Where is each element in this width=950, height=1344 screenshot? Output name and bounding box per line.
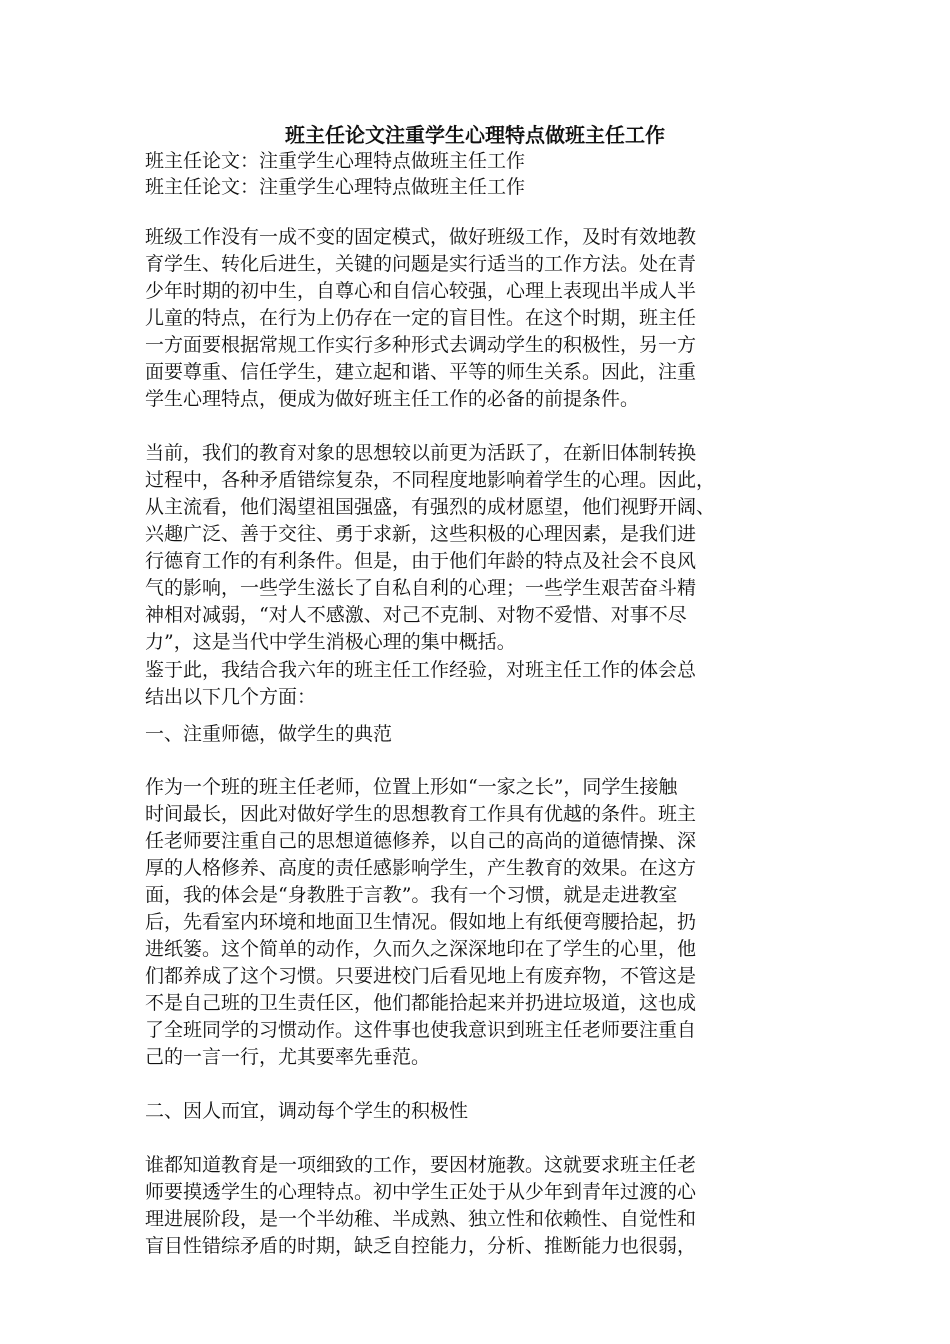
paragraph-line: 当前，我们的教育对象的思想较以前更为活跃了，在新旧体制转换 [145, 442, 697, 464]
paragraph-line: 班级工作没有一成不变的固定模式，做好班级工作，及时有效地教 [145, 226, 697, 248]
paragraph-line: 力”，这是当代中学生消极心理的集中概括。 [145, 631, 516, 653]
paragraph-line: 过程中，各种矛盾错综复杂，不同程度地影响着学生的心理。因此， [145, 469, 716, 491]
paragraph-line: 鉴于此，我结合我六年的班主任工作经验，对班主任工作的体会总 [145, 659, 697, 681]
paragraph-line: 兴趣广泛、善于交往、勇于求新，这些积极的心理因素，是我们进 [145, 523, 697, 545]
paragraph-line: 少年时期的初中生，自尊心和自信心较强，心理上表现出半成人半 [145, 280, 697, 302]
paragraph-line: 神相对减弱，“对人不感激、对己不克制、对物不爱惜、对事不尽 [145, 604, 687, 626]
paragraph-line: 作为一个班的班主任老师，位置上形如“一家之长”，同学生接触 [145, 776, 678, 798]
paragraph-line: 师要摸透学生的心理特点。初中学生正处于从少年到青年过渡的心 [145, 1181, 697, 1203]
paragraph-line: 谁都知道教育是一项细致的工作，要因材施教。这就要求班主任老 [145, 1154, 697, 1176]
paragraph-line: 不是自己班的卫生责任区，他们都能拾起来并扔进垃圾道，这也成 [145, 992, 697, 1014]
paragraph-line: 后，先看室内环境和地面卫生情况。假如地上有纸便弯腰拾起，扔 [145, 911, 697, 933]
paragraph-line: 厚的人格修养、高度的责任感影响学生，产生教育的效果。在这方 [145, 857, 697, 879]
paragraph-line: 们都养成了这个习惯。只要进校门后看见地上有废弃物，不管这是 [145, 965, 697, 987]
paragraph-line: 时间最长，因此对做好学生的思想教育工作具有优越的条件。班主 [145, 803, 697, 825]
paragraph-line: 己的一言一行，尤其要率先垂范。 [145, 1046, 431, 1068]
paragraph-line: 进纸篓。这个简单的动作，久而久之深深地印在了学生的心里，他 [145, 938, 697, 960]
paragraph-line: 气的影响，一些学生滋长了自私自利的心理；一些学生艰苦奋斗精 [145, 577, 697, 599]
paragraph-line: 儿童的特点，在行为上仍存在一定的盲目性。在这个时期，班主任 [145, 307, 697, 329]
paragraph-line: 面，我的体会是“身教胜于言教”。我有一个习惯，就是走进教室 [145, 884, 678, 906]
paragraph-line: 了全班同学的习惯动作。这件事也使我意识到班主任老师要注重自 [145, 1019, 697, 1041]
paragraph-line: 盲目性错综矛盾的时期，缺乏自控能力，分析、推断能力也很弱， [145, 1235, 697, 1257]
subtitle-line: 班主任论文：注重学生心理特点做班主任工作 [145, 150, 526, 172]
paragraph-line: 面要尊重、信任学生，建立起和谐、平等的师生关系。因此，注重 [145, 361, 697, 383]
subtitle-line: 班主任论文：注重学生心理特点做班主任工作 [145, 176, 526, 198]
paragraph-line: 理进展阶段，是一个半幼稚、半成熟、独立性和依赖性、自觉性和 [145, 1208, 697, 1230]
paragraph-line: 一方面要根据常规工作实行多种形式去调动学生的积极性，另一方 [145, 334, 697, 356]
section-heading: 一、注重师德，做学生的典范 [145, 723, 393, 745]
paragraph-line: 行德育工作的有利条件。但是，由于他们年龄的特点及社会不良风 [145, 550, 697, 572]
paragraph-line: 结出以下几个方面： [145, 686, 317, 708]
section-heading: 二、因人而宜，调动每个学生的积极性 [145, 1100, 469, 1122]
paragraph-line: 从主流看，他们渴望祖国强盛，有强烈的成材愿望，他们视野开阔、 [145, 496, 716, 518]
paragraph-line: 学生心理特点，便成为做好班主任工作的必备的前提条件。 [145, 388, 640, 410]
paragraph-line: 任老师要注重自己的思想道德修养，以自己的高尚的道德情操、深 [145, 830, 697, 852]
document-title: 班主任论文注重学生心理特点做班主任工作 [285, 123, 665, 147]
paragraph-line: 育学生、转化后进生，关键的问题是实行适当的工作方法。处在青 [145, 253, 697, 275]
